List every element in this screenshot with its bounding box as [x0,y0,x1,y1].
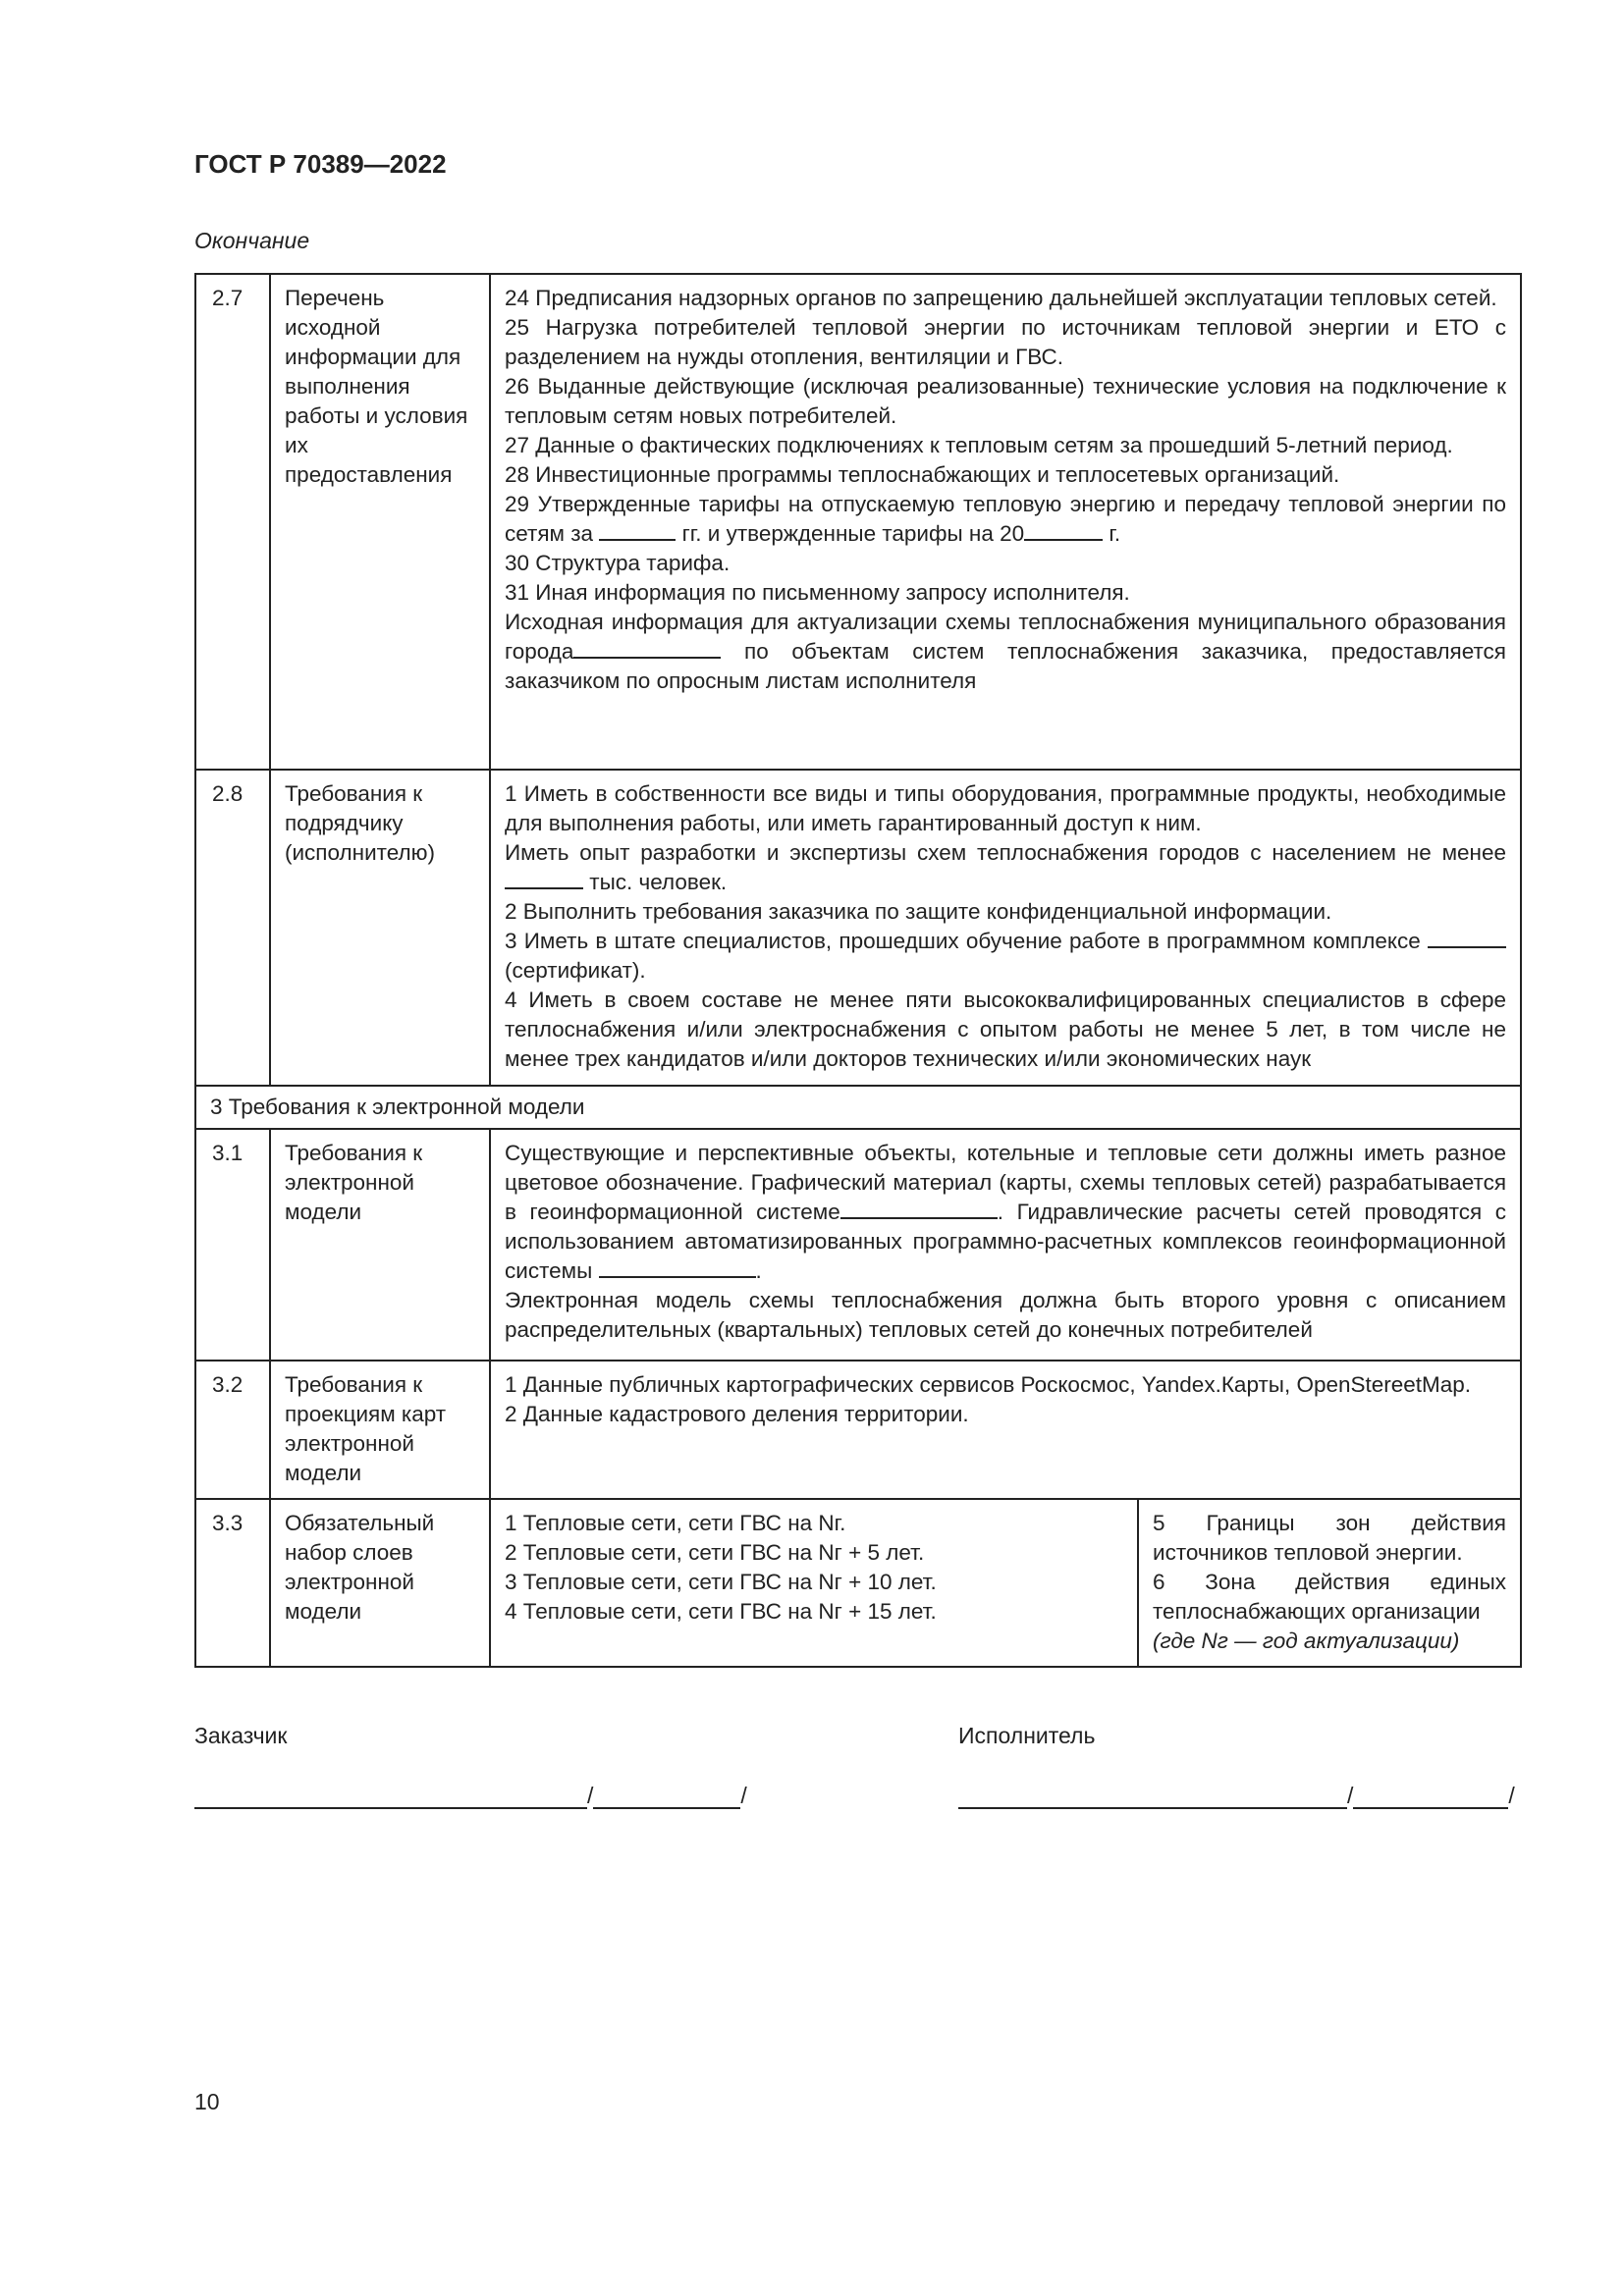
requirements-table [194,273,1522,1668]
layers-right [1138,1499,1521,1667]
text: тыс. человек. [589,870,728,894]
layers-left [490,1499,1138,1667]
row-number: 3.3 [195,1499,270,1667]
list-item [505,1139,1506,1286]
page-number: 10 [194,2089,220,2114]
blank-field [573,637,721,659]
signature-field[interactable] [958,1782,1347,1809]
signature-field[interactable] [194,1782,587,1809]
row-title: Требования к проекциям карт электронной модели [270,1361,490,1499]
table-row [195,1361,1521,1499]
text: . [755,1258,762,1283]
blank-field [599,519,676,541]
list-item: 3 Тепловые сети, сети ГВС на Nг + 10 лет. [505,1570,937,1594]
row-title: Обязательный набор слоев электронной модели [270,1499,490,1667]
name-field[interactable] [593,1782,740,1809]
list-item: 4 Иметь в своем составе не менее пяти высококвалифицированных специалистов в сфере теплоснабжения и/или электроснабжения с опытом работы не менее 5 лет, в том числе не менее трех кандидатов и/или докторов технических и/или экономических наук [505,988,1506,1071]
row-content [490,274,1521,770]
customer-signature-line[interactable] [194,1782,747,1809]
row-content [490,770,1521,1086]
list-item [505,490,1506,549]
list-item: 27 Данные о фактических подключениях к тепловым сетям за прошедший 5-летний период. [505,433,1453,457]
text: Существующие и перспективные объекты, котельные и тепловые сети должны иметь разное цветовое обозначение. Графический материал (карты, схемы тепловых сетей) разрабатывается в геоинформационной системе [505,1141,1506,1224]
blank-field [505,868,583,889]
blank-field [599,1256,756,1278]
table-row [195,274,1521,770]
list-item: 25 Нагрузка потребителей тепловой энергии по источникам тепловой энергии и ЕТО с разделением на нужды отопления, вентиляции и ГВС. [505,315,1506,369]
section-heading: 3 Требования к электронной модели [195,1086,1521,1129]
list-item: 6 Зона действия единых теплоснабжающих организации [1153,1570,1506,1624]
list-item: 2 Тепловые сети, сети ГВС на Nг + 5 лет. [505,1540,925,1565]
text: г. [1109,521,1121,546]
row-title: Требования к подрядчику (исполнителю) [270,770,490,1086]
text: Исходная информация для актуализации схемы теплоснабжения муниципального образования города [505,610,1506,664]
list-item: 1 Данные публичных картографических сервисов Роскосмос, Yandex.Карты, OpenStereetMap. [505,1372,1472,1397]
text: . Гидравлические расчеты сетей проводятся с использованием автоматизированных программно-расчетных комплексов геоинформационной системы [505,1200,1506,1283]
row-content [490,1129,1521,1361]
blank-field [1024,519,1103,541]
contractor-label: Исполнитель [958,1723,1096,1748]
section-row [195,1086,1521,1129]
row-content [490,1361,1521,1499]
text: (сертификат). [505,958,646,983]
contractor-signature-line[interactable] [958,1782,1515,1809]
row-title: Требования к электронной модели [270,1129,490,1361]
separator: / [1347,1783,1354,1808]
table-row [195,1129,1521,1361]
text: Иметь опыт разработки и экспертизы схем теплоснабжения городов с населением не менее [505,840,1506,865]
separator: / [1508,1783,1515,1808]
list-item: 4 Тепловые сети, сети ГВС на Nг + 15 лет. [505,1599,937,1624]
row-number: 3.2 [195,1361,270,1499]
list-item: 5 Границы зон действия источников тепловой энергии. [1153,1511,1506,1565]
text: гг. и утвержденные тарифы на 20 [681,521,1025,546]
list-item: 31 Иная информация по письменному запросу исполнителя. [505,580,1130,605]
separator: / [740,1783,747,1808]
list-item: 28 Инвестиционные программы теплоснабжающих и теплосетевых организаций. [505,462,1340,487]
list-item: 1 Иметь в собственности все виды и типы оборудования, программные продукты, необходимые для выполнения работы, или иметь гарантированный доступ к ним. [505,781,1506,835]
standard-header: ГОСТ Р 70389—2022 [194,149,447,179]
row-number: 2.7 [195,274,270,770]
text: по объектам систем теплоснабжения заказчика, предоставляется заказчиком по опросным листам исполнителя [505,639,1506,693]
row-number: 2.8 [195,770,270,1086]
table-row [195,770,1521,1086]
text: 3 Иметь в штате специалистов, прошедших обучение работе в программном комплексе [505,929,1421,953]
text: 29 Утвержденные тарифы на отпускаемую тепловую энергию и передачу тепловой энергии по сетям за [505,492,1506,546]
footnote: (где Nг — год актуализации) [1153,1629,1460,1653]
list-item [505,838,1506,897]
blank-field [1428,927,1506,948]
name-field[interactable] [1353,1782,1508,1809]
list-item [505,927,1506,986]
list-item [505,608,1506,696]
list-item: 24 Предписания надзорных органов по запрещению дальнейшей эксплуатации тепловых сетей. [505,286,1497,310]
separator: / [587,1783,594,1808]
continuation-label: Окончание [194,228,310,253]
list-item: 2 Выполнить требования заказчика по защите конфиденциальной информации. [505,899,1332,924]
list-item: 1 Тепловые сети, сети ГВС на Nг. [505,1511,846,1535]
list-item: Электронная модель схемы теплоснабжения должна быть второго уровня с описанием распределительных (квартальных) тепловых сетей до конечных потребителей [505,1288,1506,1342]
list-item: 30 Структура тарифа. [505,551,731,575]
list-item: 2 Данные кадастрового деления территории. [505,1402,969,1426]
row-title: Перечень исходной информации для выполнения работы и условия их предоставления [270,274,490,770]
row-number: 3.1 [195,1129,270,1361]
customer-label: Заказчик [194,1723,288,1748]
list-item: 26 Выданные действующие (исключая реализованные) технические условия на подключение к тепловым сетям новых потребителей. [505,374,1506,428]
blank-field [840,1198,998,1219]
table-row [195,1499,1521,1667]
